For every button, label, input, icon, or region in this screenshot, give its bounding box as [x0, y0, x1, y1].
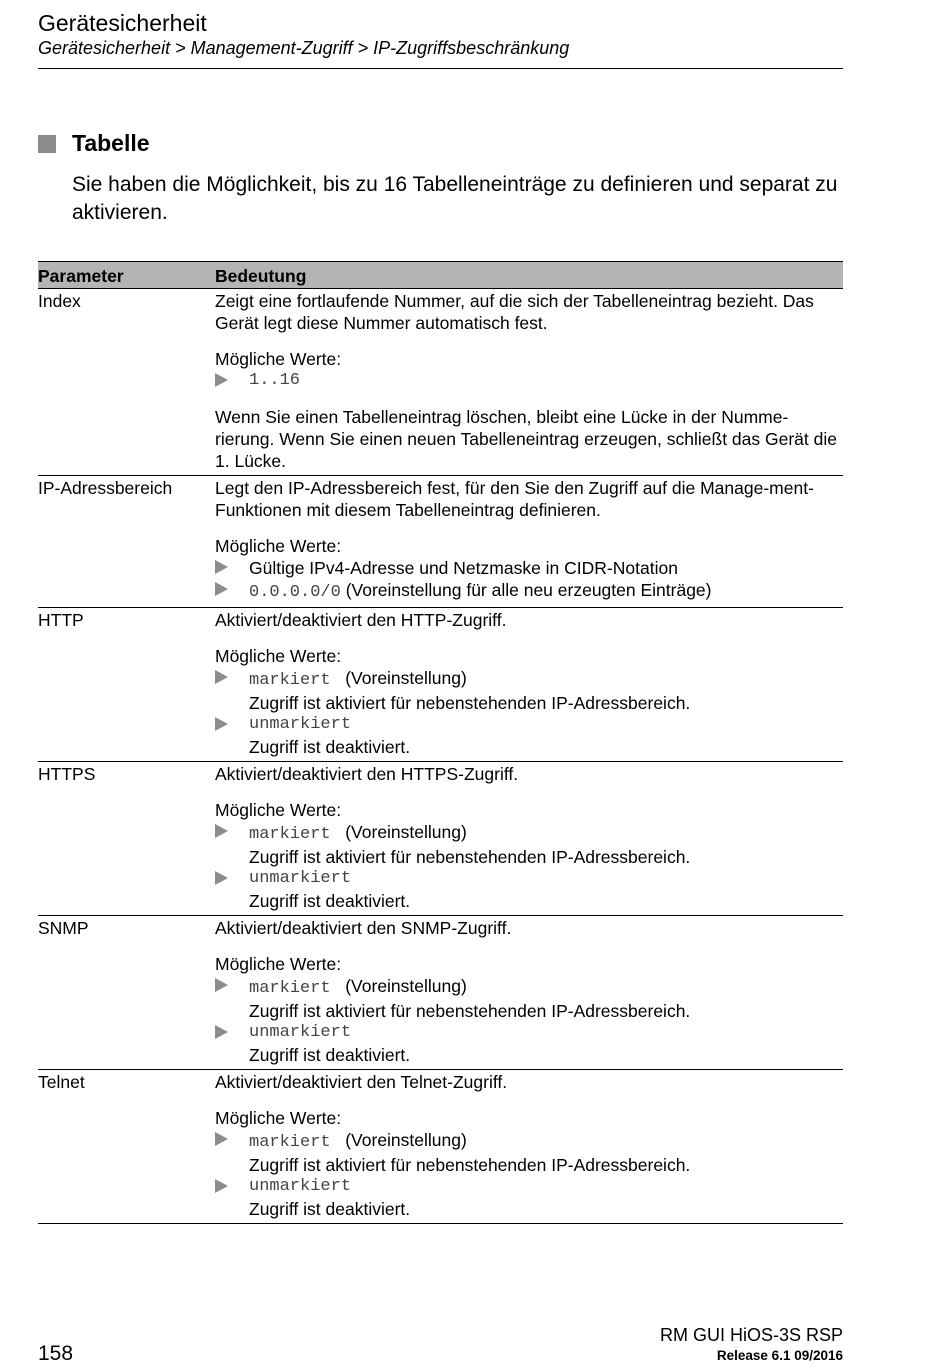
value-code: markiert: [249, 1133, 331, 1152]
table-row: [38, 289, 843, 476]
param-meaning: [215, 762, 843, 912]
section-intro: Sie haben die Möglichkeit, bis zu 16 Tabelleneinträge zu definieren und separat zu aktivieren.: [72, 173, 838, 224]
value-text: (Voreinstellung für alle neu erzeugten Einträge): [345, 580, 712, 600]
page-number: 158: [38, 1342, 74, 1365]
possible-values-label: Mögliche Werte:: [215, 349, 342, 369]
document-name: RM GUI HiOS-3S RSP: [659, 1325, 843, 1345]
value-default: (Voreinstellung): [345, 1130, 467, 1150]
list-item: [215, 1022, 843, 1044]
possible-values-label: Mögliche Werte:: [215, 646, 342, 666]
value-desc: Zugriff ist deaktiviert.: [249, 737, 411, 757]
list-item: [215, 579, 843, 604]
release-info: Release 6.1 09/2016: [716, 1348, 843, 1363]
triangle-bullet-icon: [215, 1025, 228, 1039]
column-header-parameter: Parameter: [38, 265, 124, 286]
param-note: Wenn Sie einen Tabelleneintrag löschen, bleibt eine Lücke in der Numme-rierung. Wenn Sie einen neuen Tabelleneintrag erzeugen, schließt das Gerät die 1. Lücke.: [215, 407, 837, 471]
triangle-bullet-icon: [215, 582, 228, 596]
section-title: Tabelle: [72, 129, 150, 156]
param-meaning: [215, 608, 843, 758]
value-desc: Zugriff ist deaktiviert.: [249, 1199, 411, 1219]
param-meaning: [215, 1070, 843, 1220]
triangle-bullet-icon: [215, 373, 228, 387]
possible-values-label: Mögliche Werte:: [215, 800, 342, 820]
triangle-bullet-icon: [215, 717, 228, 731]
param-desc: Legt den IP-Adressbereich fest, für den Sie den Zugriff auf die Manage-ment-Funktionen mit diesem Tabelleneintrag definieren.: [215, 478, 814, 520]
column-header-meaning: Bedeutung: [215, 265, 307, 286]
table-row: [38, 762, 843, 916]
value-code: markiert: [249, 671, 331, 690]
param-name: Index: [38, 291, 81, 311]
section-heading: [38, 129, 150, 157]
value-default: (Voreinstellung): [345, 668, 467, 688]
value-code: markiert: [249, 825, 331, 844]
triangle-bullet-icon: [215, 1132, 228, 1146]
value-code: unmarkiert: [249, 869, 352, 888]
param-name: Telnet: [38, 1072, 85, 1092]
table-row: [38, 1070, 843, 1224]
list-item: [215, 714, 843, 736]
list-item: [215, 667, 843, 692]
param-meaning: [215, 476, 843, 604]
value-desc: Zugriff ist aktiviert für nebenstehenden IP-Adressbereich.: [249, 693, 691, 713]
triangle-bullet-icon: [215, 670, 228, 684]
value-code: 0.0.0.0/0: [249, 583, 341, 602]
table-row: [38, 476, 843, 608]
param-desc: Aktiviert/deaktiviert den SNMP-Zugriff.: [215, 918, 512, 938]
param-name: HTTPS: [38, 764, 96, 784]
param-meaning: [215, 916, 843, 1066]
value-desc: Zugriff ist deaktiviert.: [249, 891, 411, 911]
param-desc: Aktiviert/deaktiviert den HTTP-Zugriff.: [215, 610, 507, 630]
param-name: SNMP: [38, 918, 89, 938]
value-code: unmarkiert: [249, 1023, 352, 1042]
param-desc: Aktiviert/deaktiviert den Telnet-Zugriff.: [215, 1072, 508, 1092]
value-code: unmarkiert: [249, 1177, 352, 1196]
list-item: [215, 1129, 843, 1154]
breadcrumb: Gerätesicherheit > Management-Zugriff > IP-Zugriffsbeschränkung: [38, 38, 570, 58]
possible-values-label: Mögliche Werte:: [215, 536, 342, 556]
value-default: (Voreinstellung): [345, 976, 467, 996]
table-header: [38, 261, 843, 289]
list-item: [215, 557, 843, 579]
value-default: (Voreinstellung): [345, 822, 467, 842]
parameter-table: [38, 261, 843, 1224]
list-item: [215, 1176, 843, 1198]
value-desc: Zugriff ist aktiviert für nebenstehenden IP-Adressbereich.: [249, 1155, 691, 1175]
param-desc: Zeigt eine fortlaufende Nummer, auf die sich der Tabelleneintrag bezieht. Das Gerät legt diese Nummer automatisch fest.: [215, 291, 814, 333]
list-item: [215, 868, 843, 890]
square-bullet-icon: [38, 135, 56, 153]
table-row: [38, 916, 843, 1070]
value-desc: Zugriff ist aktiviert für nebenstehenden IP-Adressbereich.: [249, 1001, 691, 1021]
list-item: [215, 821, 843, 846]
param-name: HTTP: [38, 610, 84, 630]
triangle-bullet-icon: [215, 871, 228, 885]
value-code: unmarkiert: [249, 715, 352, 734]
table-row: [38, 608, 843, 762]
value-text: Gültige IPv4-Adresse und Netzmaske in CIDR-Notation: [249, 558, 678, 578]
param-desc: Aktiviert/deaktiviert den HTTPS-Zugriff.: [215, 764, 519, 784]
triangle-bullet-icon: [215, 1179, 228, 1193]
triangle-bullet-icon: [215, 560, 228, 574]
page-header-title: Gerätesicherheit: [38, 10, 207, 36]
header-rule: [38, 68, 843, 69]
param-meaning: [215, 289, 843, 472]
value-code: 1..16: [249, 371, 301, 390]
triangle-bullet-icon: [215, 978, 228, 992]
list-item: [215, 975, 843, 1000]
value-desc: Zugriff ist deaktiviert.: [249, 1045, 411, 1065]
value-desc: Zugriff ist aktiviert für nebenstehenden IP-Adressbereich.: [249, 847, 691, 867]
possible-values-label: Mögliche Werte:: [215, 954, 342, 974]
possible-values-label: Mögliche Werte:: [215, 1108, 342, 1128]
value-code: markiert: [249, 979, 331, 998]
list-item: [215, 370, 843, 392]
param-name: IP-Adressbereich: [38, 478, 173, 498]
triangle-bullet-icon: [215, 824, 228, 838]
